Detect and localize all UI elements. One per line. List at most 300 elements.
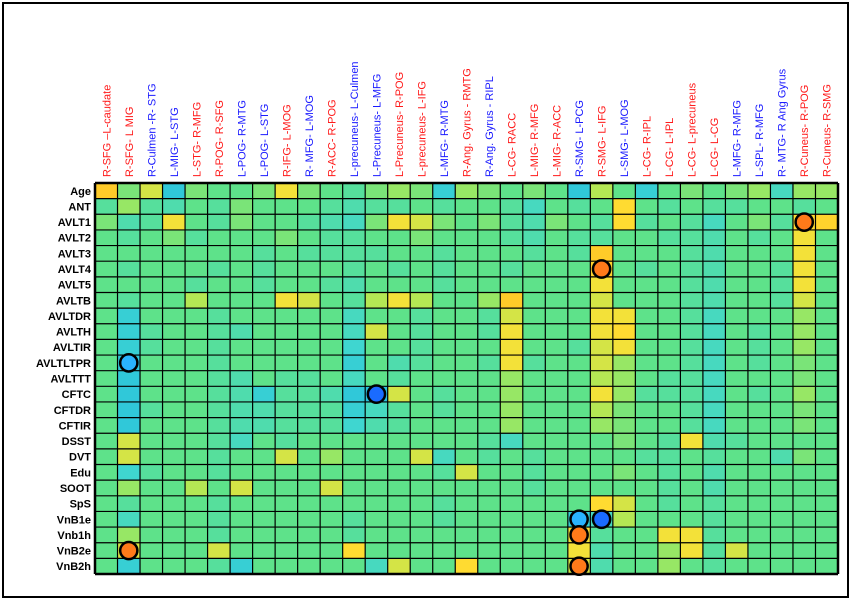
heatmap-cell bbox=[545, 511, 568, 527]
heatmap-cell bbox=[163, 183, 186, 199]
heatmap-cell bbox=[163, 402, 186, 418]
heatmap-cell bbox=[118, 558, 141, 574]
heatmap-cell bbox=[410, 199, 433, 215]
heatmap-cell bbox=[253, 449, 276, 465]
heatmap-cell bbox=[253, 402, 276, 418]
heatmap-cell bbox=[658, 339, 681, 355]
heatmap-cell bbox=[343, 496, 366, 512]
heatmap-cell bbox=[343, 339, 366, 355]
heatmap-cell bbox=[253, 480, 276, 496]
heatmap-cell bbox=[388, 465, 411, 481]
heatmap-cell bbox=[680, 480, 703, 496]
heatmap-cell bbox=[253, 308, 276, 324]
heatmap-cell bbox=[545, 543, 568, 559]
heatmap-cell bbox=[725, 292, 748, 308]
heatmap-cell bbox=[320, 214, 343, 230]
heatmap-cell bbox=[320, 402, 343, 418]
column-label: R-Culmen -R- STG bbox=[146, 83, 159, 177]
heatmap-cell bbox=[163, 214, 186, 230]
heatmap-cell bbox=[793, 277, 816, 293]
heatmap-cell bbox=[680, 339, 703, 355]
heatmap-cell bbox=[568, 480, 591, 496]
heatmap-cell bbox=[185, 371, 208, 387]
heatmap-cell bbox=[208, 465, 231, 481]
heatmap-cell bbox=[388, 214, 411, 230]
heatmap-cell bbox=[545, 308, 568, 324]
heatmap-cell bbox=[658, 199, 681, 215]
heatmap-cell bbox=[455, 339, 478, 355]
heatmap-cell bbox=[658, 480, 681, 496]
heatmap-cell bbox=[725, 261, 748, 277]
column-label: R-Cuneus- R-POG bbox=[799, 84, 812, 177]
heatmap-cell bbox=[388, 230, 411, 246]
highlight-circle bbox=[570, 558, 587, 575]
heatmap-cell bbox=[208, 214, 231, 230]
heatmap-cell bbox=[185, 511, 208, 527]
heatmap-cell bbox=[815, 324, 838, 340]
heatmap-cell bbox=[185, 261, 208, 277]
heatmap-cell bbox=[568, 308, 591, 324]
heatmap-cell bbox=[680, 543, 703, 559]
heatmap-cell bbox=[388, 386, 411, 402]
heatmap-cell bbox=[275, 543, 298, 559]
heatmap-cell bbox=[95, 183, 118, 199]
heatmap-cell bbox=[320, 480, 343, 496]
heatmap-cell bbox=[793, 355, 816, 371]
heatmap-cell bbox=[208, 527, 231, 543]
heatmap-cell bbox=[568, 324, 591, 340]
heatmap-cell bbox=[478, 261, 501, 277]
heatmap-cell bbox=[455, 433, 478, 449]
heatmap-cell bbox=[680, 371, 703, 387]
heatmap-cell bbox=[703, 183, 726, 199]
row-label: SOOT bbox=[59, 482, 91, 495]
heatmap-cell bbox=[545, 418, 568, 434]
heatmap-cell bbox=[478, 386, 501, 402]
heatmap-cell bbox=[433, 355, 456, 371]
heatmap-cell bbox=[455, 261, 478, 277]
heatmap-cell bbox=[770, 402, 793, 418]
heatmap-cell bbox=[275, 292, 298, 308]
heatmap-cell bbox=[770, 308, 793, 324]
heatmap-cell bbox=[433, 402, 456, 418]
heatmap-cell bbox=[658, 465, 681, 481]
heatmap-cell bbox=[635, 277, 658, 293]
heatmap-cell bbox=[298, 433, 321, 449]
heatmap-cell bbox=[793, 183, 816, 199]
heatmap-cell bbox=[253, 324, 276, 340]
heatmap-cell bbox=[253, 527, 276, 543]
row-label: AVLTTT bbox=[50, 373, 91, 386]
heatmap-cell bbox=[365, 465, 388, 481]
heatmap-cell bbox=[343, 465, 366, 481]
heatmap-cell bbox=[770, 511, 793, 527]
heatmap-cell bbox=[185, 496, 208, 512]
heatmap-cell bbox=[680, 465, 703, 481]
heatmap-cell bbox=[365, 183, 388, 199]
heatmap-cell bbox=[140, 558, 163, 574]
heatmap-cell bbox=[545, 449, 568, 465]
heatmap-cell bbox=[523, 433, 546, 449]
heatmap-cell bbox=[140, 386, 163, 402]
heatmap-cell bbox=[118, 527, 141, 543]
heatmap-cell bbox=[748, 199, 771, 215]
heatmap-cell bbox=[185, 386, 208, 402]
heatmap-cell bbox=[230, 511, 253, 527]
heatmap-cell bbox=[523, 214, 546, 230]
column-label: L-SPL- R-MFG bbox=[754, 103, 767, 177]
heatmap-cell bbox=[118, 465, 141, 481]
heatmap-cell bbox=[343, 324, 366, 340]
heatmap-cell bbox=[365, 449, 388, 465]
heatmap-cell bbox=[433, 292, 456, 308]
heatmap-cell bbox=[478, 480, 501, 496]
heatmap-cell bbox=[725, 511, 748, 527]
heatmap-cell bbox=[523, 308, 546, 324]
heatmap-cell bbox=[635, 230, 658, 246]
heatmap-cell bbox=[208, 324, 231, 340]
heatmap-cell bbox=[230, 386, 253, 402]
heatmap-cell bbox=[388, 418, 411, 434]
heatmap-cell bbox=[748, 214, 771, 230]
heatmap-cell bbox=[230, 465, 253, 481]
heatmap-cell bbox=[793, 465, 816, 481]
heatmap-cell bbox=[275, 496, 298, 512]
heatmap-cell bbox=[500, 355, 523, 371]
heatmap-cell bbox=[140, 308, 163, 324]
heatmap-cell bbox=[275, 371, 298, 387]
highlight-circle bbox=[120, 354, 137, 371]
heatmap-cell bbox=[163, 558, 186, 574]
heatmap-cell bbox=[298, 214, 321, 230]
heatmap-cell bbox=[748, 543, 771, 559]
heatmap-cell bbox=[478, 324, 501, 340]
heatmap-cell bbox=[455, 558, 478, 574]
heatmap-cell bbox=[253, 386, 276, 402]
heatmap-cell bbox=[388, 277, 411, 293]
heatmap-cell bbox=[815, 246, 838, 262]
heatmap-cell bbox=[275, 183, 298, 199]
heatmap-cell bbox=[208, 496, 231, 512]
heatmap-cell bbox=[455, 511, 478, 527]
row-label: CFTIR bbox=[58, 420, 91, 433]
heatmap-cell bbox=[703, 355, 726, 371]
heatmap-cell bbox=[815, 418, 838, 434]
heatmap-cell bbox=[658, 449, 681, 465]
heatmap-cell bbox=[388, 199, 411, 215]
column-label: R-ACC- R-POG bbox=[326, 99, 339, 177]
heatmap-cell bbox=[748, 371, 771, 387]
heatmap-cell bbox=[433, 371, 456, 387]
heatmap-cell bbox=[680, 355, 703, 371]
heatmap-cell bbox=[320, 277, 343, 293]
heatmap-cell bbox=[590, 355, 613, 371]
heatmap-cell bbox=[613, 371, 636, 387]
heatmap-cell bbox=[658, 558, 681, 574]
heatmap-cell bbox=[680, 292, 703, 308]
heatmap-cell bbox=[478, 308, 501, 324]
heatmap-cell bbox=[433, 433, 456, 449]
heatmap-cell bbox=[163, 527, 186, 543]
heatmap-cell bbox=[793, 433, 816, 449]
heatmap-cell bbox=[703, 480, 726, 496]
heatmap-cell bbox=[95, 214, 118, 230]
heatmap-cell bbox=[590, 339, 613, 355]
heatmap-cell bbox=[523, 449, 546, 465]
heatmap-cell bbox=[680, 496, 703, 512]
heatmap-cell bbox=[478, 543, 501, 559]
heatmap-cell bbox=[163, 324, 186, 340]
column-label: R-Ang. Gyrus - RMTG bbox=[461, 68, 474, 177]
heatmap-cell bbox=[320, 465, 343, 481]
heatmap-cell bbox=[185, 230, 208, 246]
heatmap-cell bbox=[140, 277, 163, 293]
heatmap-cell bbox=[523, 527, 546, 543]
heatmap-cell bbox=[208, 402, 231, 418]
heatmap-cell bbox=[568, 277, 591, 293]
heatmap-cell bbox=[253, 355, 276, 371]
row-label: VnB2h bbox=[56, 561, 91, 574]
heatmap-cell bbox=[410, 261, 433, 277]
heatmap-cell bbox=[298, 246, 321, 262]
heatmap-cell bbox=[388, 449, 411, 465]
heatmap-cell bbox=[793, 230, 816, 246]
heatmap-cell bbox=[185, 543, 208, 559]
heatmap-cell bbox=[478, 230, 501, 246]
heatmap-cell bbox=[815, 339, 838, 355]
heatmap-cell bbox=[95, 324, 118, 340]
heatmap-cell bbox=[95, 199, 118, 215]
heatmap-cell bbox=[275, 558, 298, 574]
row-label: SpS bbox=[69, 498, 91, 511]
heatmap-cell bbox=[163, 543, 186, 559]
highlight-circle bbox=[368, 386, 385, 403]
column-label: R-SFG- L MIG bbox=[123, 106, 136, 177]
heatmap-cell bbox=[635, 183, 658, 199]
heatmap-cell bbox=[500, 261, 523, 277]
heatmap-cell bbox=[95, 449, 118, 465]
heatmap-cell bbox=[793, 511, 816, 527]
heatmap-cell bbox=[185, 214, 208, 230]
heatmap-cell bbox=[635, 543, 658, 559]
column-label: L-MFG- R-MTG bbox=[438, 100, 451, 177]
heatmap-cell bbox=[500, 246, 523, 262]
heatmap-cell bbox=[793, 543, 816, 559]
heatmap-cell bbox=[275, 199, 298, 215]
heatmap-cell bbox=[478, 246, 501, 262]
row-label: AVLTDR bbox=[48, 310, 91, 323]
heatmap-cell bbox=[275, 511, 298, 527]
heatmap-cell bbox=[410, 386, 433, 402]
heatmap-cell bbox=[388, 308, 411, 324]
heatmap-cell bbox=[320, 183, 343, 199]
heatmap-cell bbox=[230, 292, 253, 308]
heatmap-cell bbox=[140, 230, 163, 246]
heatmap-cell bbox=[658, 418, 681, 434]
row-label: AVLT2 bbox=[57, 232, 91, 245]
heatmap-cell bbox=[680, 449, 703, 465]
heatmap-cell bbox=[185, 465, 208, 481]
heatmap-cell bbox=[163, 292, 186, 308]
heatmap-cell bbox=[703, 558, 726, 574]
heatmap-cell bbox=[635, 449, 658, 465]
heatmap-cell bbox=[613, 433, 636, 449]
heatmap-cell bbox=[185, 355, 208, 371]
heatmap-cell bbox=[118, 324, 141, 340]
heatmap-cell bbox=[433, 480, 456, 496]
heatmap-cell bbox=[748, 355, 771, 371]
heatmap-cell bbox=[703, 511, 726, 527]
heatmap-cell bbox=[410, 355, 433, 371]
heatmap-cell bbox=[613, 183, 636, 199]
heatmap-cell bbox=[658, 371, 681, 387]
heatmap-cell bbox=[793, 261, 816, 277]
heatmap-cell bbox=[388, 292, 411, 308]
heatmap-cell bbox=[658, 277, 681, 293]
heatmap-cell bbox=[815, 355, 838, 371]
heatmap-cell bbox=[95, 371, 118, 387]
heatmap-cell bbox=[500, 324, 523, 340]
heatmap-cell bbox=[590, 230, 613, 246]
heatmap-cell bbox=[185, 558, 208, 574]
heatmap-cell bbox=[230, 402, 253, 418]
heatmap-cell bbox=[703, 277, 726, 293]
heatmap-cell bbox=[140, 496, 163, 512]
heatmap-cell bbox=[545, 339, 568, 355]
heatmap-cell bbox=[613, 402, 636, 418]
heatmap-cell bbox=[568, 339, 591, 355]
heatmap-cell bbox=[140, 480, 163, 496]
heatmap-cell bbox=[275, 433, 298, 449]
row-label: AVLTLTPR bbox=[36, 357, 91, 370]
heatmap-cell bbox=[298, 465, 321, 481]
heatmap-cell bbox=[95, 386, 118, 402]
heatmap-cell bbox=[635, 371, 658, 387]
heatmap-cell bbox=[343, 418, 366, 434]
heatmap-cell bbox=[253, 433, 276, 449]
heatmap-cell bbox=[230, 308, 253, 324]
heatmap-cell bbox=[770, 324, 793, 340]
heatmap-cell bbox=[770, 183, 793, 199]
heatmap-cell bbox=[815, 308, 838, 324]
heatmap-cell bbox=[118, 449, 141, 465]
heatmap-cell bbox=[770, 449, 793, 465]
heatmap-cell bbox=[163, 230, 186, 246]
heatmap-cell bbox=[478, 277, 501, 293]
heatmap-cell bbox=[118, 433, 141, 449]
heatmap-cell bbox=[545, 277, 568, 293]
heatmap-cell bbox=[770, 246, 793, 262]
heatmap-cell bbox=[208, 511, 231, 527]
heatmap-cell bbox=[703, 230, 726, 246]
heatmap-cell bbox=[185, 292, 208, 308]
row-label: AVLT5 bbox=[57, 279, 91, 292]
heatmap-cell bbox=[365, 511, 388, 527]
heatmap-cell bbox=[545, 496, 568, 512]
heatmap-cell bbox=[590, 402, 613, 418]
heatmap-cell bbox=[365, 199, 388, 215]
heatmap-cell bbox=[545, 324, 568, 340]
row-label: AVLTIR bbox=[52, 342, 91, 355]
heatmap-cell bbox=[568, 402, 591, 418]
heatmap-cell bbox=[185, 308, 208, 324]
heatmap-cell bbox=[478, 355, 501, 371]
heatmap-cell bbox=[658, 230, 681, 246]
heatmap-cell bbox=[275, 324, 298, 340]
heatmap-cell bbox=[613, 261, 636, 277]
heatmap-cell bbox=[815, 230, 838, 246]
heatmap-cell bbox=[680, 214, 703, 230]
heatmap-cell bbox=[523, 371, 546, 387]
heatmap-cell bbox=[725, 277, 748, 293]
row-label: AVLT4 bbox=[57, 264, 91, 277]
heatmap-cell bbox=[275, 261, 298, 277]
heatmap-cell bbox=[140, 261, 163, 277]
heatmap-cell bbox=[298, 496, 321, 512]
heatmap-cell bbox=[388, 558, 411, 574]
heatmap-cell bbox=[163, 371, 186, 387]
heatmap-cell bbox=[185, 418, 208, 434]
row-label: CFTC bbox=[61, 389, 91, 402]
heatmap-cell bbox=[568, 355, 591, 371]
heatmap-cell bbox=[320, 292, 343, 308]
heatmap-cell bbox=[230, 418, 253, 434]
heatmap-cell bbox=[230, 449, 253, 465]
heatmap-cell bbox=[770, 418, 793, 434]
heatmap-cell bbox=[613, 527, 636, 543]
heatmap-cell bbox=[140, 214, 163, 230]
heatmap-cell bbox=[185, 324, 208, 340]
heatmap-cell bbox=[770, 371, 793, 387]
column-label: L-Precuneus- R-POG bbox=[393, 71, 406, 177]
heatmap-cell bbox=[365, 355, 388, 371]
heatmap-cell bbox=[793, 449, 816, 465]
heatmap-cell bbox=[770, 558, 793, 574]
column-label: R- MTG- R Ang Gyrus bbox=[776, 68, 789, 177]
heatmap-cell bbox=[478, 371, 501, 387]
heatmap-cell bbox=[343, 558, 366, 574]
heatmap-cell bbox=[748, 246, 771, 262]
heatmap-cell bbox=[163, 261, 186, 277]
heatmap-cell bbox=[635, 402, 658, 418]
heatmap-cell bbox=[365, 339, 388, 355]
heatmap-cell bbox=[613, 386, 636, 402]
heatmap-cell bbox=[613, 558, 636, 574]
heatmap-cell bbox=[725, 527, 748, 543]
row-labels bbox=[36, 186, 92, 573]
heatmap-cell bbox=[590, 465, 613, 481]
heatmap-cell bbox=[275, 402, 298, 418]
heatmap-cell bbox=[815, 402, 838, 418]
row-label: VnB1e bbox=[56, 514, 91, 527]
heatmap-cell bbox=[118, 511, 141, 527]
heatmap-cell bbox=[523, 292, 546, 308]
heatmap-cell bbox=[455, 496, 478, 512]
heatmap-cell bbox=[253, 214, 276, 230]
heatmap-cell bbox=[703, 199, 726, 215]
heatmap-cell bbox=[118, 214, 141, 230]
heatmap-cell bbox=[365, 277, 388, 293]
heatmap-cell bbox=[95, 402, 118, 418]
column-label: L-precuneus- L-Culmen bbox=[348, 61, 361, 177]
heatmap-cell bbox=[545, 465, 568, 481]
heatmap-cell bbox=[208, 355, 231, 371]
heatmap-cell bbox=[658, 183, 681, 199]
heatmap-cell bbox=[95, 527, 118, 543]
heatmap-cell bbox=[523, 355, 546, 371]
heatmap-cell bbox=[748, 292, 771, 308]
heatmap-cell bbox=[118, 371, 141, 387]
